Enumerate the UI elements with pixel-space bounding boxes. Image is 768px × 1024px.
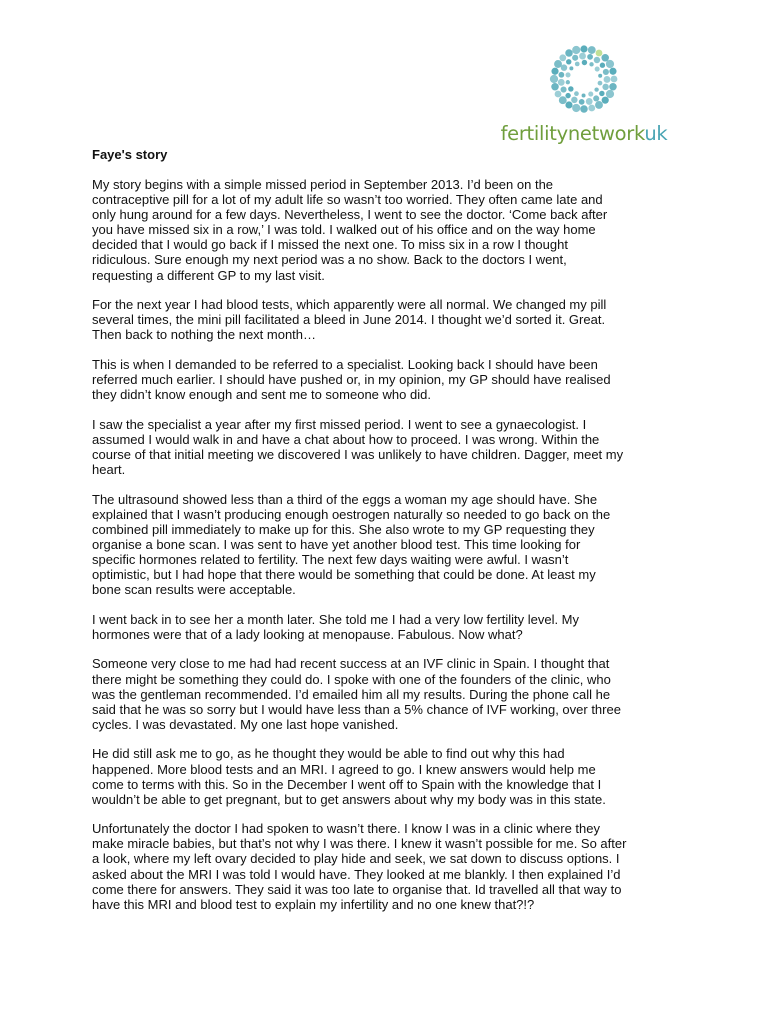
logo-dot [551,68,558,75]
logo-dot [579,99,585,105]
logo-dot [559,96,567,104]
logo-dot [565,72,570,77]
logo-dot [580,45,587,52]
logo-dot [582,60,587,65]
logo-dot [561,86,567,92]
logo-dot [594,57,600,63]
logo-wordmark [500,122,668,145]
logo-dot [551,83,559,91]
logo-dot [595,67,600,72]
fertility-network-logo [500,42,668,145]
logo-dot [595,101,603,109]
logo-dot [588,92,593,97]
logo-dot [568,86,573,91]
logo-dot [580,105,588,113]
logo-dot [588,46,596,54]
logo-dot [586,98,593,105]
logo-dot [559,54,566,61]
logo-dot [566,80,570,84]
logo-dot [566,59,571,64]
logo-dot [571,97,577,103]
logo-dot [609,68,616,75]
logo-dot [588,105,595,112]
logo-dot [569,66,573,70]
logo-dot [609,83,617,91]
story-paragraph-1: My story begins with a simple missed period in September 2013. I’d been on the contraceptive pill for a lot of my adult life so wasn’t too worried. They often came late and only hung around for a few days. Nevertheless, I went to see the doctor. ‘Come back after you have missed six in a row,’ I was told. I walked out of his office and on the way home decided that I would go back if I missed the next one. To miss six in a row I thought ridiculous. Sure enough my next period was a no show. Back to the doctors I went, requesting a different GP to my last visit. [92,177,608,283]
logo-dot [598,81,603,86]
logo-dot [602,84,608,90]
logo-dot [565,49,573,57]
story-paragraph-7: Someone very close to me had had recent success at an IVF clinic in Spain. I thought that there might be something they could do. I spoke with one of the founders of the clinic, who was the gentleman recommended. I’d emailed him all my results. During the phone call he said that he was so sorry but I would have less than a 5% chance of IVF working, over three cycles. I was devastated. My one last hope vanished. [92,656,621,732]
logo-dot [589,62,593,66]
logo-dot [603,69,609,75]
story-paragraph-2: For the next year I had blood tests, which apparently were all normal. We changed my pill several times, the mini pill facilitated a bleed in June 2014. I thought we’d sorted it. Great. Then back to nothing the next month… [92,297,607,343]
logo-brand: fertilitynetwork [500,122,645,145]
logo-dot [561,64,567,70]
story-paragraph-5: The ultrasound showed less than a third of the eggs a woman my age should have. She explained that I wasn’t producing enough oestrogen naturally so needed to go back on the combined pill immediately to make up for this. She also wrote to my GP requesting they organise a bone scan. I was sent to have yet another blood test. This time looking for specific hormones related to fertility. The next few days waiting were awful. I wasn’t optimistic, but I had hope that there would be something that could be done. At least my bone scan results were acceptable. [92,491,611,598]
logo-dot [550,75,558,83]
logo-dot [601,54,609,62]
logo-dot [598,74,602,78]
logo-dot [594,87,598,91]
logo-dot [606,90,614,98]
story-paragraph-3: This is when I demanded to be referred to a specialist. Looking back I should have been referred much earlier. I should have pushed or, in my opinion, my GP should have realised they didn’t know enough and sent me to someone who did. [92,356,611,403]
dotted-ring-logo-icon [547,42,621,116]
logo-dot [572,104,580,112]
story-title: Faye's story [92,147,168,162]
story-content [92,147,692,926]
logo-dot [604,76,611,83]
logo-dot [565,93,570,98]
logo-dot [575,62,580,67]
logo-dot [600,63,605,68]
logo-dot [582,93,586,97]
story-paragraph-4: I saw the specialist a year after my first missed period. I went to see a gynaecologist. I assumed I would walk in and have a chat about how to proceed. I was wrong. Within the course of that initial meeting we discovered I was unlikely to have children. Dagger, meet my heart. [92,416,624,477]
logo-dot [596,50,603,57]
logo-dot [599,91,604,96]
story-paragraph-6: I went back in to see her a month later. She told me I had a very low fertility level. My hormones were that of a lady looking at menopause. Fabulous. Now what? [92,611,580,642]
logo-dot [565,101,572,108]
logo-dot [587,54,593,60]
story-paragraph-9: Unfortunately the doctor I had spoken to wasn’t there. I know I was in a clinic where they make miracle babies, but that’s not why I was there. I knew it wasn’t possible for me. So after a look, where my left ovary decided to play hide and seek, we sat down to discuss options. I asked about the MRI I was told I would have. They looked at me blankly. I then explained I’d come there for answers. They said it was too late to organise that. Id travelled all that way to have this MRI and blood test to explain my infertility and no one knew that?!? [92,821,627,912]
logo-dot [554,60,562,68]
logo-dot [572,46,580,54]
logo-brand-suffix: uk [644,122,668,145]
logo-dot [579,53,586,60]
logo-dot [606,60,614,68]
logo-dot [555,91,562,98]
story-paragraph-8: He did still ask me to go, as he thought they would be able to find out why this had happened. More blood tests and an MRI. I agreed to go. I knew answers would help me come to terms with this. So in the December I went off to Spain with the knowledge that I wouldn’t be able to get pregnant, but to get answers about why my body was in this state. [92,746,606,807]
logo-dot [574,91,579,96]
logo-dot [559,72,565,78]
logo-dot [602,97,609,104]
logo-dot [558,79,565,86]
logo-dot [572,55,578,61]
logo-dot [593,95,599,101]
logo-dot [611,76,618,83]
